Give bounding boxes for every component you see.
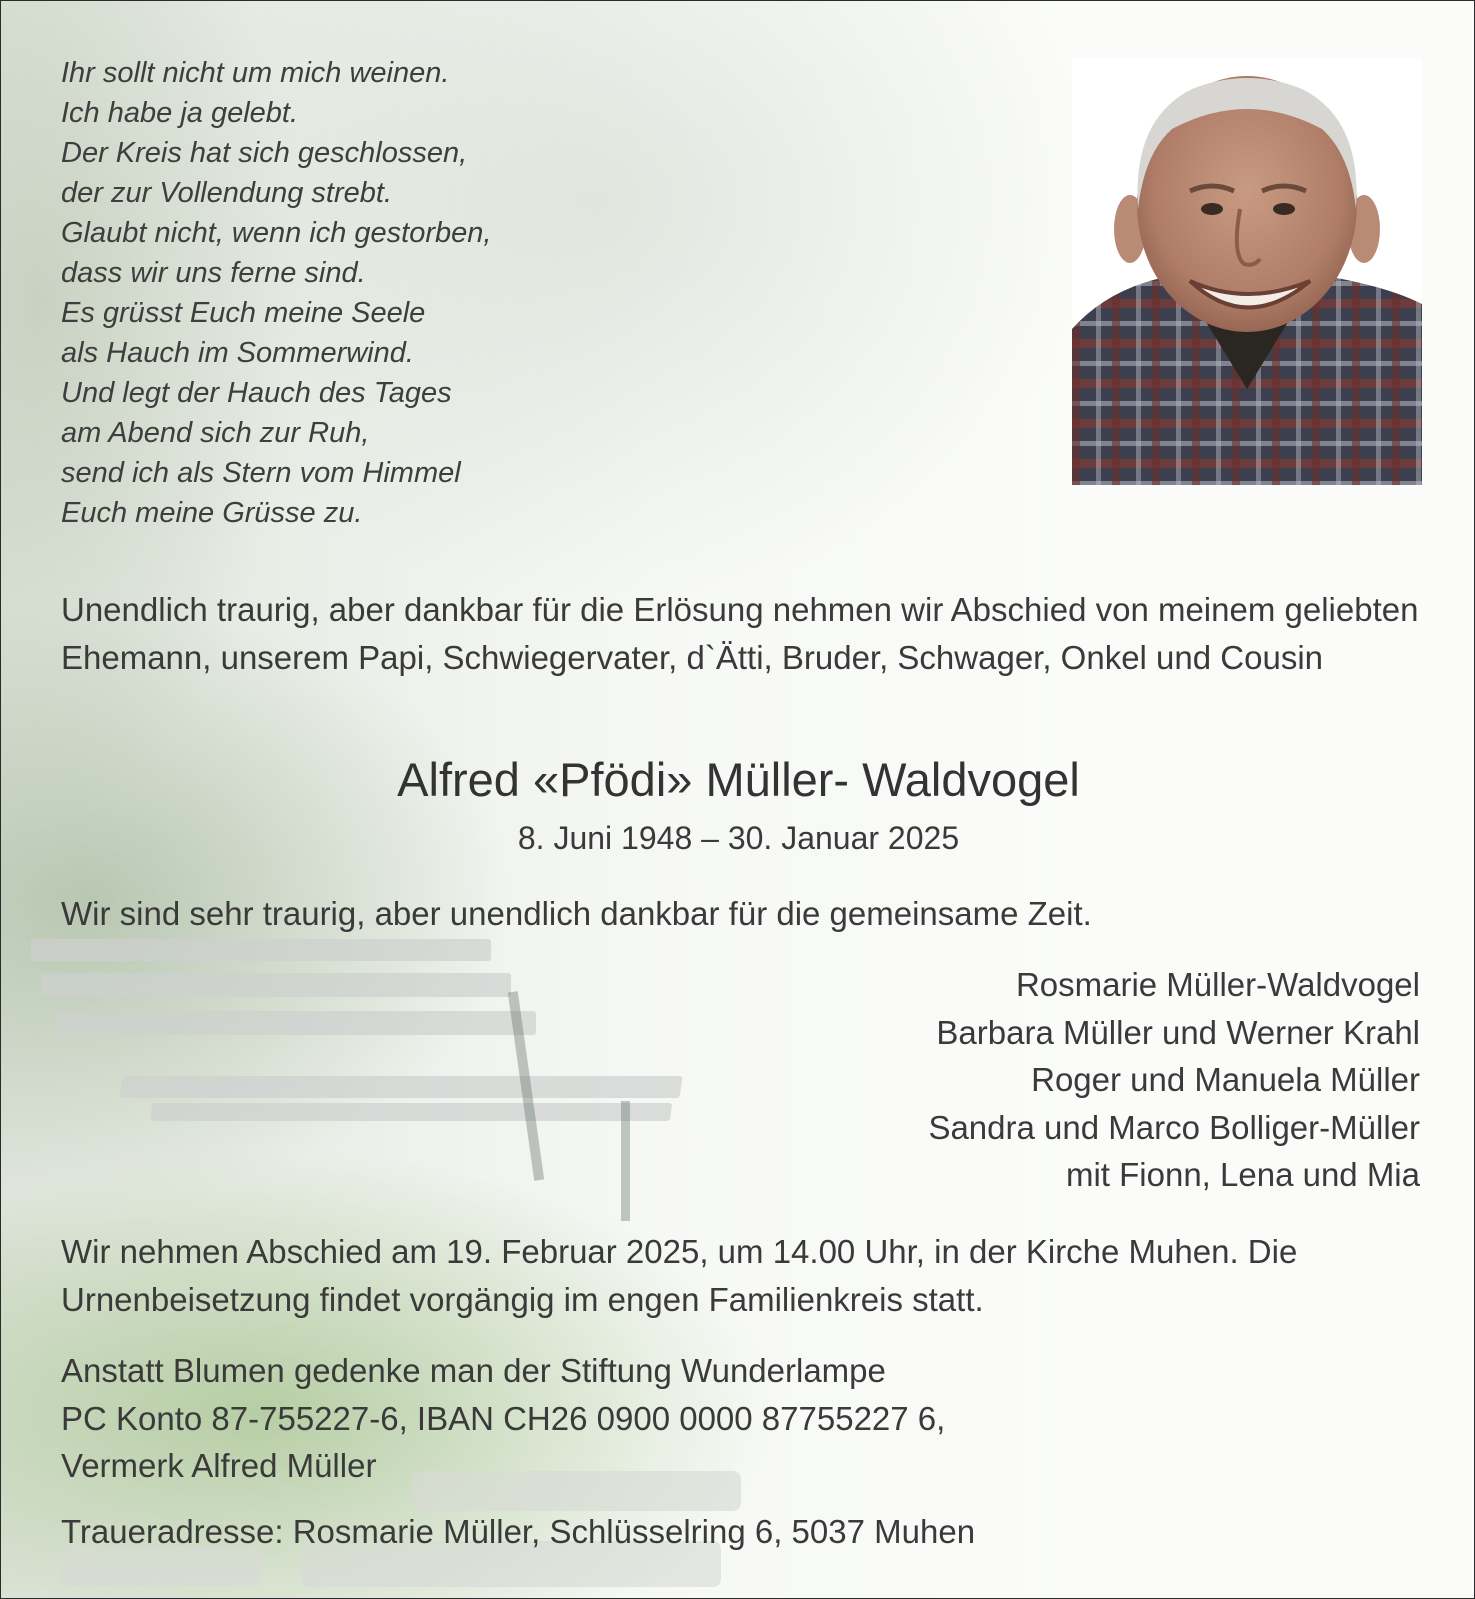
poem-line: Ich habe ja gelebt.	[61, 97, 299, 129]
thanks-text: Wir sind sehr traurig, aber unendlich dankbar für die gemeinsame Zeit.	[61, 895, 1092, 932]
poem-line: als Hauch im Sommerwind.	[61, 337, 414, 369]
family-member: Roger und Manuela Müller	[1031, 1061, 1420, 1098]
donation-line: Vermerk Alfred Müller	[61, 1447, 377, 1484]
poem-line: am Abend sich zur Ruh,	[61, 417, 370, 449]
poem-line: Es grüsst Euch meine Seele	[61, 297, 426, 329]
donation-info	[61, 1347, 945, 1490]
life-dates: 8. Juni 1948 – 30. Januar 2025	[517, 820, 960, 856]
family-member: Barbara Müller und Werner Krahl	[936, 1013, 1420, 1051]
portrait-photo	[1072, 59, 1422, 485]
poem-line: Ihr sollt nicht um mich weinen.	[61, 57, 450, 89]
family-member: mit Fionn, Lena und Mia	[1065, 1156, 1420, 1193]
farewell-intro: Unendlich traurig, aber dankbar für die Erlösung nehmen wir Abschied von meinem geliebten Ehemann, unserem Papi, Schwiegervater, d`Ätti, Bruder, Schwager, Onkel und Cousin	[61, 591, 1419, 676]
family-member: Rosmarie Müller-Waldvogel	[1015, 966, 1420, 1003]
poem-line: Und legt der Hauch des Tages	[61, 377, 452, 409]
family-member: Sandra und Marco Bolliger-Müller	[928, 1108, 1420, 1146]
donation-line: PC Konto 87-755227-6, IBAN CH26 0900 0000 87755227 6,	[61, 1399, 946, 1437]
poem-line: der zur Vollendung strebt.	[61, 177, 393, 209]
poem-line: Glaubt nicht, wenn ich gestorben,	[61, 217, 492, 249]
poem	[61, 53, 491, 533]
donation-line: Anstatt Blumen gedenke man der Stiftung Wunderlampe	[61, 1352, 886, 1389]
mourning-address: Traueradresse: Rosmarie Müller, Schlüsselring 6, 5037 Muhen	[61, 1513, 976, 1550]
poem-line: Euch meine Grüsse zu.	[61, 497, 363, 529]
poem-line: Der Kreis hat sich geschlossen,	[61, 137, 468, 169]
service-info: Wir nehmen Abschied am 19. Februar 2025, um 14.00 Uhr, in der Kirche Muhen. Die Urnenbeisetzung findet vorgängig im engen Familienkreis statt.	[61, 1233, 1298, 1318]
poem-line: dass wir uns ferne sind.	[61, 257, 366, 289]
family-list	[928, 961, 1420, 1199]
poem-line: send ich als Stern vom Himmel	[61, 457, 461, 489]
deceased-name: Alfred «Pfödi» Müller- Waldvogel	[397, 753, 1080, 806]
